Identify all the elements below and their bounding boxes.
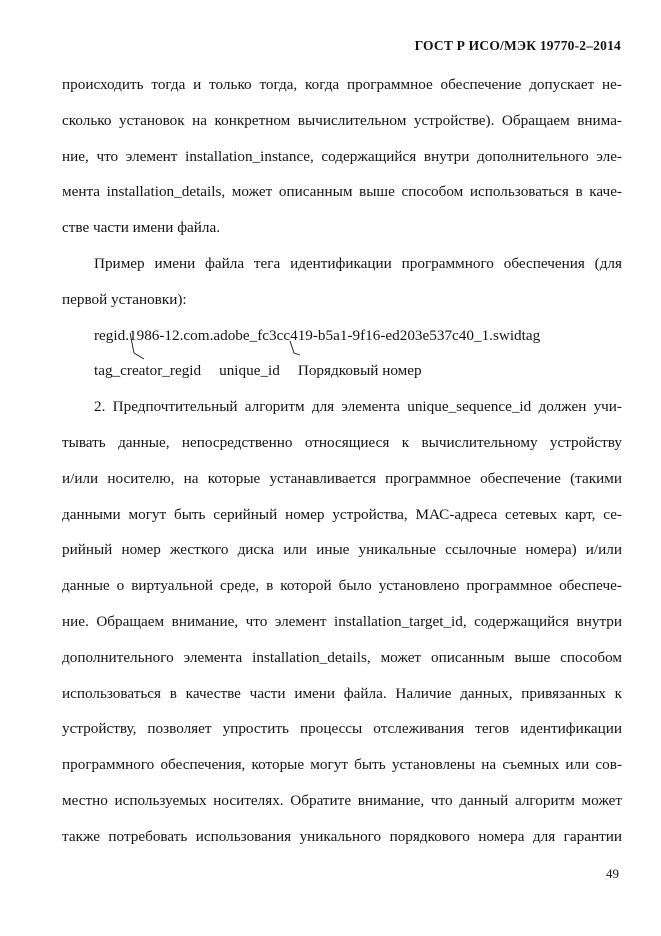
- paragraph-line: ние. Обращаем внимание, что элемент installation_target_id, содержащийся внутри: [62, 612, 622, 630]
- page-number: 49: [606, 866, 619, 881]
- document-header: ГОСТ Р ИСО/МЭК 19770-2–2014: [414, 38, 621, 53]
- page-body: [62, 67, 622, 855]
- paragraph-line: программного обеспечения, которые могут быть установлены на съемных или сов-: [62, 756, 622, 774]
- paragraph-line: также потребовать использования уникального порядкового номера для гарантии: [62, 827, 622, 845]
- paragraph-line: устройству, позволяет упростить процессы отслеживания тегов идентификации: [62, 720, 622, 738]
- paragraph-line: происходить тогда и только тогда, когда программное обеспечение допускает не-: [62, 76, 622, 93]
- label-sequence-number: Порядковый номер: [297, 362, 422, 380]
- paragraph-line: стве части имени файла.: [62, 219, 221, 237]
- paragraph-line: дополнительного элемента installation_details, может описанным выше способом: [62, 648, 622, 666]
- paragraph-line: ние, что элемент installation_instance, содержащийся внутри дополнительного эле-: [62, 147, 622, 165]
- paragraph-line: первой установки):: [62, 290, 187, 308]
- paragraph-line: данными могут быть серийный номер устройства, МАС-адреса сетевых карт, се-: [62, 505, 622, 523]
- paragraph-line: тывать данные, непосредственно относящиеся к вычислительному устройству: [62, 433, 622, 451]
- label-unique-id: unique_id: [219, 362, 280, 380]
- example-filename: regid.1986-12.com.adobe_fc3cc419-b5a1-9f16-ed203e537c40_1.swidtag: [94, 326, 541, 344]
- label-tag-creator-regid: tag_creator_regid: [94, 362, 202, 380]
- paragraph-line: рийный номер жесткого диска или иные уникальные ссылочные номера) и/или: [62, 541, 622, 559]
- paragraph-line: данные о виртуальной среде, в которой было установлено программное обеспече-: [62, 577, 622, 595]
- filename-annotation: [62, 353, 622, 389]
- paragraph-line: использоваться в качестве части имени файла. Наличие данных, привязанных к: [62, 684, 622, 702]
- paragraph-line: мента installation_details, может описанным выше способом использоваться в каче-: [62, 183, 622, 201]
- paragraph-line: 2. Предпочтительный алгоритм для элемента unique_sequence_id должен учи-: [94, 398, 622, 416]
- paragraph-line: местно используемых носителях. Обратите внимание, что данный алгоритм может: [62, 791, 622, 809]
- paragraph-line: сколько установок на конкретном вычислительном устройстве). Обращаем внима-: [62, 111, 622, 129]
- paragraph-line: и/или носителю, на которые устанавливается программное обеспечение (такими: [62, 469, 622, 487]
- paragraph-line: Пример имени файла тега идентификации программного обеспечения (для: [94, 254, 622, 272]
